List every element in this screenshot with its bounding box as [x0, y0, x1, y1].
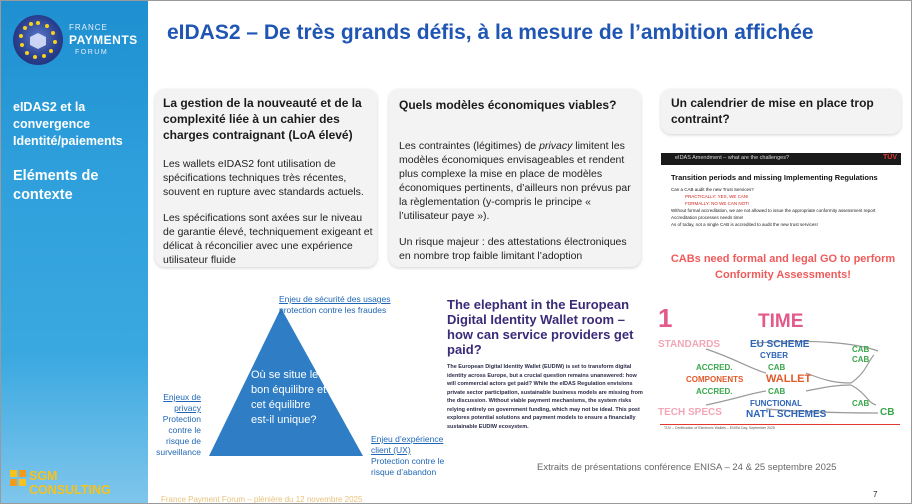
- sgm-line1: SGM: [29, 469, 58, 483]
- france-payments-forum-logo: [9, 9, 141, 71]
- label-ux: [371, 434, 449, 478]
- thumb-l2: Without formal accreditation, we are not allowed to issue the appropriate conformity assessment report: [671, 208, 876, 213]
- source-note: Extraits de présentations conférence ENISA – 24 & 25 septembre 2025: [537, 462, 837, 473]
- label-privacy-sub: Protection contre le risque de surveillance: [156, 414, 201, 457]
- diagram-wallet: WALLET: [766, 373, 812, 385]
- thumbnail-header-bar: [661, 153, 901, 165]
- card-complexity-text-2: Les spécifications sont axées sur le niveau de garantie élevé, techniquement exigeant et délicat à réconcilier avec une expérience utilisateur fluide: [163, 212, 373, 266]
- logo-text-forum: FORUM: [75, 49, 109, 56]
- tuv-logo: TÜV: [883, 154, 897, 161]
- balance-question: Où se situe le bon équilibre et cet équilibre est-il unique?: [251, 369, 327, 426]
- section-subtitle: Eléments de contexte: [13, 168, 99, 203]
- thumbnail-subtitle: Transition periods and missing Implementing Regulations: [671, 173, 878, 182]
- article-excerpt: [447, 297, 643, 431]
- diagram-cab-right-1: CAB: [852, 345, 870, 354]
- card-timeline-heading: Un calendrier de mise en place trop contraint?: [671, 96, 874, 126]
- diagram-footer-rule: [660, 424, 900, 425]
- diagram-standards: STANDARDS: [658, 339, 721, 350]
- diagram-eu-scheme: EU SCHEME: [750, 339, 810, 350]
- diagram-cb: CB: [880, 407, 895, 418]
- label-security-sub: protection contre les fraudes: [279, 305, 387, 315]
- diagram-cab-right-2: CAB: [852, 355, 870, 364]
- thumbnail-header-text: eIDAS Amendment – what are the challenges?: [675, 155, 790, 161]
- thumb-l4: As of today, not a single CAB is accredited to audit the new trust services!: [671, 222, 818, 227]
- diagram-cab-2: CAB: [768, 387, 786, 396]
- sgm-name: [29, 469, 111, 497]
- logo-text-payments: PAYMENTS: [69, 33, 138, 47]
- card-timeline: [661, 89, 901, 134]
- footer-event: France Payment Forum – plénière du 12 novembre 2025: [161, 495, 363, 504]
- label-privacy-title: Enjeux de privacy: [163, 392, 201, 413]
- diagram-cyber: CYBER: [760, 351, 789, 360]
- thumb-q1-b: FORMALLY: NO WE CAN NOT!: [685, 201, 750, 206]
- card-complexity-heading: La gestion de la nouveauté et de la complexité liée à un cahier des charges contraignant (LoA élevé): [163, 96, 362, 142]
- logo-text-france: FRANCE: [69, 23, 108, 32]
- diagram-time: TIME: [758, 311, 804, 332]
- section-title: eIDAS2 et la convergence Identité/paiements: [13, 100, 123, 148]
- card-business-text-1a: Les contraintes (légitimes) de: [399, 140, 540, 152]
- diagram-functional: FUNCTIONAL: [750, 399, 802, 408]
- card-business-text-2: Un risque majeur : des attestations électroniques en nombre trop faible limitant l’adoption: [399, 236, 627, 262]
- label-privacy: [151, 392, 201, 458]
- diagram-components: COMPONENTS: [686, 375, 744, 384]
- sgm-line2: CONSULTING: [29, 483, 111, 497]
- thumbnail-body: [671, 186, 897, 228]
- page-number: 7: [873, 490, 878, 499]
- diagram-natl-schemes: NAT'L SCHEMES: [746, 409, 827, 420]
- label-ux-title: Enjeu d’expérience client (UX): [371, 434, 444, 455]
- logo-stars-icon: [13, 15, 63, 65]
- diagram-one: 1: [658, 303, 673, 333]
- thumb-q1-a: PRACTICALLY: YES, WE CAN!: [685, 194, 749, 199]
- diagram-cab-1: CAB: [768, 363, 786, 372]
- card-complexity-text-1: Les wallets eIDAS2 font utilisation de spécifications techniques très récentes, souvent en rupture avec standards actuels.: [163, 158, 364, 198]
- article-body: The European Digital Identity Wallet (EUDIW) is set to transform digital identity across Europe, but a crucial question remains unanswered: how will commercial actors get paid? While the eIDAS Regulation envisions private sector participation, sustainable business models are missing from the discussion. Without viable payment mechanisms, the system risks relying entirely on government funding, which may not be ideal. This post explores potential solutions and payment models to ensure a financially sustainable EUDIW ecosystem.: [447, 364, 643, 430]
- card-business-models: [389, 89, 641, 267]
- label-security-title: Enjeu de sécurité des usages: [279, 294, 391, 304]
- diagram-accred-1: ACCRED.: [696, 363, 733, 372]
- diagram-accred-2: ACCRED.: [696, 387, 733, 396]
- diagram-cab-right-3: CAB: [852, 399, 870, 408]
- label-ux-sub: Protection contre le risque d’abandon: [371, 456, 445, 477]
- privacy-emphasis: privacy: [539, 140, 573, 152]
- card-business-heading: Quels modèles économiques viables?: [399, 98, 617, 112]
- slide-title: eIDAS2 – De très grands défis, à la mesure de l’ambition affichée: [167, 21, 814, 44]
- sgm-mark-icon: [9, 469, 27, 487]
- sgm-consulting-logo: [9, 469, 144, 501]
- certification-diagram: [656, 303, 906, 431]
- diagram-tech-specs: TECH SPECS: [658, 407, 722, 418]
- sidebar: [1, 1, 148, 503]
- logo-emblem: [13, 15, 63, 65]
- thumb-q1: Can a CAB audit the new Trust Services?: [671, 187, 754, 192]
- balance-triangle: [151, 286, 445, 486]
- diagram-footer: TÜV – Certification of Electronic Wallets – ENISA Day, September 2025: [664, 426, 775, 430]
- label-security: [279, 294, 419, 316]
- card-business-text-1: [399, 139, 635, 223]
- enisa-slide-thumbnail: [661, 153, 901, 243]
- thumb-l3: Accreditation processes needs time!: [671, 215, 744, 220]
- article-title: The elephant in the European Digital Identity Wallet room – how can service providers get paid?: [447, 297, 634, 357]
- cabs-note: CABs need formal and legal GO to perform Conformity Assessments!: [670, 253, 896, 281]
- card-complexity: [155, 89, 377, 267]
- card-business-text-1b: limitent les modèles économiques envisageables et rendent plus complexe la mise en place de modèles économiques pertinents, d’ailleurs non prévus par la règlementation (y-compris le principe « l’utilisateur paye »).: [399, 140, 631, 222]
